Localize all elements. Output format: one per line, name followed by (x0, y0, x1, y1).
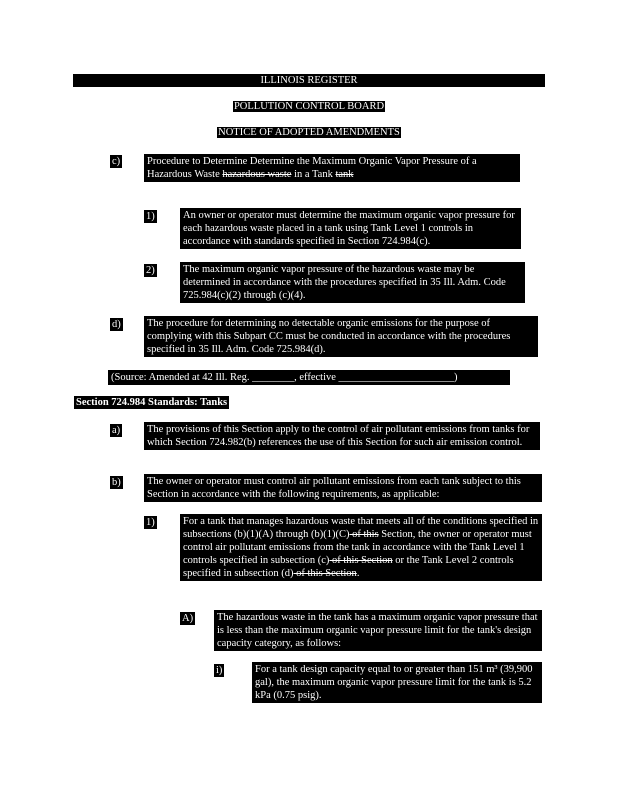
section-heading: Section 724.984 Standards: Tanks (76, 397, 228, 408)
item-d-label: d) (112, 319, 121, 330)
item-d-text: The procedure for determining no detectable organic emissions for the purpose of complying with this Subpart CC must be conducted in accordance with the procedures specified in 35 Ill. Adm. Code 725.984(d). (144, 316, 538, 357)
item-c-label: c) (112, 156, 121, 167)
board-title: POLLUTION CONTROL BOARD (233, 101, 385, 112)
item-b1Ai-text: For a tank design capacity equal to or greater than 151 m³ (39,900 gal), the maximum organic vapor pressure limit for the tank is 5.2 kPa (0.75 psig). (252, 662, 542, 703)
item-b-label: b) (112, 477, 121, 488)
item-b1A-label: A) (182, 613, 194, 624)
item-c1-text: An owner or operator must determine the maximum organic vapor pressure for each hazardous waste placed in a tank using Tank Level 1 controls in accordance with standards specified in Section 724.984(c). (180, 208, 521, 249)
item-a-label: a) (112, 425, 121, 436)
item-a-text: The provisions of this Section apply to the control of air pollutant emissions from tanks for which Section 724.982(b) references the use of this Section for such air emission control. (144, 422, 540, 450)
item-b1A-text: The hazardous waste in the tank has a maximum organic vapor pressure that is less than the maximum organic vapor pressure limit for the tank's design capacity category, as follows: (214, 610, 542, 651)
item-b1-label: 1) (146, 517, 155, 528)
item-b-text: The owner or operator must control air pollutant emissions from each tank subject to this Section in accordance with the following requirements, as applicable: (144, 474, 542, 502)
item-c2-label: 2) (146, 265, 155, 276)
item-c-heading: Procedure to Determine Determine the Maximum Organic Vapor Pressure of a Hazardous Waste hazardous waste in a Tank tank (144, 154, 520, 182)
item-c1-label: 1) (146, 211, 155, 222)
source-note: (Source: Amended at 42 Ill. Reg. ________, effective ______________________) (108, 370, 510, 385)
item-c2-text: The maximum organic vapor pressure of the hazardous waste may be determined in accordance with the procedures specified in 35 Ill. Adm. Code 725.984(c)(2) through (c)(4). (180, 262, 525, 303)
notice-title: NOTICE OF ADOPTED AMENDMENTS (218, 127, 400, 138)
item-b1Ai-label: i) (216, 665, 223, 676)
register-title: ILLINOIS REGISTER (0, 74, 618, 87)
item-b1-text: For a tank that manages hazardous waste that meets all of the conditions specified in subsections (b)(1)(A) through (b)(1)(C) of this Section, the owner or operator must control air pollutant emissions from the tank in accordance with the Tank Level 1 controls specified in subsection (c) of this Section or the Tank Level 2 controls specified in subsection (d) of this Section. (180, 514, 542, 581)
